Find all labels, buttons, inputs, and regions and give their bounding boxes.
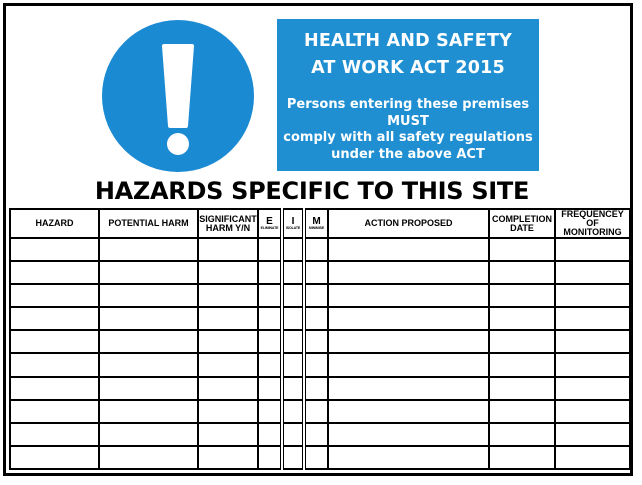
cell-frequency-monitoring bbox=[555, 377, 630, 400]
cell-significant-harm bbox=[198, 446, 258, 469]
act-notice bbox=[277, 97, 539, 163]
cell-minimise bbox=[304, 353, 328, 376]
header-isolate-label: ISOLATE bbox=[285, 226, 301, 230]
cell-action-proposed bbox=[328, 423, 489, 446]
cell-frequency-monitoring bbox=[555, 330, 630, 353]
table-row bbox=[10, 307, 630, 330]
table-row bbox=[10, 238, 630, 261]
table-row bbox=[10, 261, 630, 284]
cell-action-proposed bbox=[328, 330, 489, 353]
header-isolate-letter: I bbox=[291, 216, 295, 227]
act-notice-line: under the above ACT bbox=[331, 146, 485, 162]
cell-eliminate bbox=[258, 400, 282, 423]
act-title-line: AT WORK ACT 2015 bbox=[311, 58, 505, 78]
header-minimise bbox=[304, 209, 328, 238]
cell-isolate bbox=[282, 353, 304, 376]
cell-hazard bbox=[10, 377, 99, 400]
header-completion-date bbox=[489, 209, 555, 238]
cell-completion-date bbox=[489, 284, 555, 307]
cell-hazard bbox=[10, 353, 99, 376]
header-eliminate-letter: E bbox=[266, 216, 273, 227]
cell-action-proposed bbox=[328, 284, 489, 307]
cell-action-proposed bbox=[328, 400, 489, 423]
cell-eliminate bbox=[258, 238, 282, 261]
cell-completion-date bbox=[489, 377, 555, 400]
cell-isolate bbox=[282, 238, 304, 261]
cell-eliminate bbox=[258, 307, 282, 330]
cell-potential-harm bbox=[99, 330, 198, 353]
header-frequency-monitoring bbox=[555, 209, 630, 238]
header-hazard bbox=[10, 209, 99, 238]
cell-isolate bbox=[282, 446, 304, 469]
cell-hazard bbox=[10, 307, 99, 330]
hazard-table-body bbox=[10, 238, 630, 469]
header-frequency-label: FREQUENCEY OF bbox=[561, 209, 624, 228]
cell-significant-harm bbox=[198, 353, 258, 376]
cell-eliminate bbox=[258, 423, 282, 446]
table-row bbox=[10, 284, 630, 307]
cell-minimise bbox=[304, 377, 328, 400]
mandatory-exclamation-icon bbox=[102, 20, 254, 172]
header-eliminate bbox=[258, 209, 282, 238]
cell-action-proposed bbox=[328, 353, 489, 376]
cell-frequency-monitoring bbox=[555, 261, 630, 284]
cell-significant-harm bbox=[198, 261, 258, 284]
cell-significant-harm bbox=[198, 284, 258, 307]
header-completion-date-label: DATE bbox=[510, 222, 534, 233]
cell-isolate bbox=[282, 423, 304, 446]
cell-completion-date bbox=[489, 261, 555, 284]
cell-completion-date bbox=[489, 423, 555, 446]
cell-action-proposed bbox=[328, 238, 489, 261]
cell-eliminate bbox=[258, 261, 282, 284]
hazard-table bbox=[9, 208, 631, 470]
cell-potential-harm bbox=[99, 261, 198, 284]
cell-potential-harm bbox=[99, 377, 198, 400]
cell-frequency-monitoring bbox=[555, 284, 630, 307]
cell-significant-harm bbox=[198, 238, 258, 261]
header-frequency-label: MONITORING bbox=[563, 227, 622, 237]
cell-eliminate bbox=[258, 330, 282, 353]
cell-action-proposed bbox=[328, 307, 489, 330]
cell-completion-date bbox=[489, 330, 555, 353]
sign-heading: HAZARDS SPECIFIC TO THIS SITE bbox=[94, 177, 530, 205]
act-notice-line: comply with all safety regulations bbox=[283, 130, 533, 145]
cell-potential-harm bbox=[99, 307, 198, 330]
cell-eliminate bbox=[258, 353, 282, 376]
cell-completion-date bbox=[489, 400, 555, 423]
cell-minimise bbox=[304, 284, 328, 307]
header-potential-harm bbox=[99, 209, 198, 238]
header-significant-harm-label: HARM Y/N bbox=[205, 222, 251, 233]
cell-hazard bbox=[10, 446, 99, 469]
cell-isolate bbox=[282, 400, 304, 423]
cell-completion-date bbox=[489, 307, 555, 330]
cell-frequency-monitoring bbox=[555, 423, 630, 446]
cell-significant-harm bbox=[198, 423, 258, 446]
cell-potential-harm bbox=[99, 353, 198, 376]
header-eliminate-label: ELIMINATE bbox=[260, 226, 279, 230]
cell-isolate bbox=[282, 330, 304, 353]
cell-potential-harm bbox=[99, 238, 198, 261]
cell-action-proposed bbox=[328, 446, 489, 469]
cell-frequency-monitoring bbox=[555, 307, 630, 330]
cell-hazard bbox=[10, 330, 99, 353]
header-action-proposed bbox=[328, 209, 489, 238]
header-minimise-label: MINIMISE bbox=[308, 226, 325, 230]
table-row bbox=[10, 400, 630, 423]
cell-completion-date bbox=[489, 353, 555, 376]
header-hazard-label: HAZARD bbox=[35, 218, 74, 228]
table-row bbox=[10, 353, 630, 376]
header-significant-harm-label: SIGNIFICANT bbox=[199, 213, 257, 224]
cell-action-proposed bbox=[328, 261, 489, 284]
cell-minimise bbox=[304, 307, 328, 330]
cell-minimise bbox=[304, 330, 328, 353]
table-row bbox=[10, 423, 630, 446]
act-notice-line: MUST bbox=[387, 113, 429, 129]
cell-minimise bbox=[304, 238, 328, 261]
cell-isolate bbox=[282, 377, 304, 400]
cell-potential-harm bbox=[99, 400, 198, 423]
act-title-line: HEALTH AND SAFETY bbox=[304, 31, 512, 51]
cell-isolate bbox=[282, 307, 304, 330]
cell-hazard bbox=[10, 423, 99, 446]
cell-frequency-monitoring bbox=[555, 238, 630, 261]
act-title bbox=[277, 28, 539, 82]
table-header-row bbox=[10, 209, 630, 238]
cell-frequency-monitoring bbox=[555, 446, 630, 469]
table-row bbox=[10, 446, 630, 469]
cell-significant-harm bbox=[198, 307, 258, 330]
header-significant-harm bbox=[198, 209, 258, 238]
cell-significant-harm bbox=[198, 377, 258, 400]
cell-frequency-monitoring bbox=[555, 353, 630, 376]
cell-isolate bbox=[282, 261, 304, 284]
cell-potential-harm bbox=[99, 423, 198, 446]
cell-potential-harm bbox=[99, 446, 198, 469]
cell-significant-harm bbox=[198, 330, 258, 353]
cell-hazard bbox=[10, 400, 99, 423]
cell-potential-harm bbox=[99, 284, 198, 307]
act-info-box bbox=[277, 19, 539, 171]
header-potential-harm-label: POTENTIAL HARM bbox=[108, 218, 189, 228]
cell-minimise bbox=[304, 400, 328, 423]
header-minimise-letter: M bbox=[312, 216, 321, 227]
table-row bbox=[10, 377, 630, 400]
header-isolate bbox=[282, 209, 304, 238]
header-completion-date-label: COMPLETION bbox=[492, 213, 552, 224]
cell-hazard bbox=[10, 261, 99, 284]
cell-isolate bbox=[282, 284, 304, 307]
cell-significant-harm bbox=[198, 400, 258, 423]
cell-eliminate bbox=[258, 284, 282, 307]
cell-hazard bbox=[10, 238, 99, 261]
cell-minimise bbox=[304, 446, 328, 469]
cell-completion-date bbox=[489, 446, 555, 469]
table-row bbox=[10, 330, 630, 353]
cell-minimise bbox=[304, 423, 328, 446]
cell-action-proposed bbox=[328, 377, 489, 400]
cell-frequency-monitoring bbox=[555, 400, 630, 423]
cell-eliminate bbox=[258, 377, 282, 400]
cell-completion-date bbox=[489, 238, 555, 261]
header-action-proposed-label: ACTION PROPOSED bbox=[364, 218, 453, 228]
cell-minimise bbox=[304, 261, 328, 284]
act-notice-line: Persons entering these premises bbox=[286, 97, 530, 112]
cell-eliminate bbox=[258, 446, 282, 469]
cell-hazard bbox=[10, 284, 99, 307]
